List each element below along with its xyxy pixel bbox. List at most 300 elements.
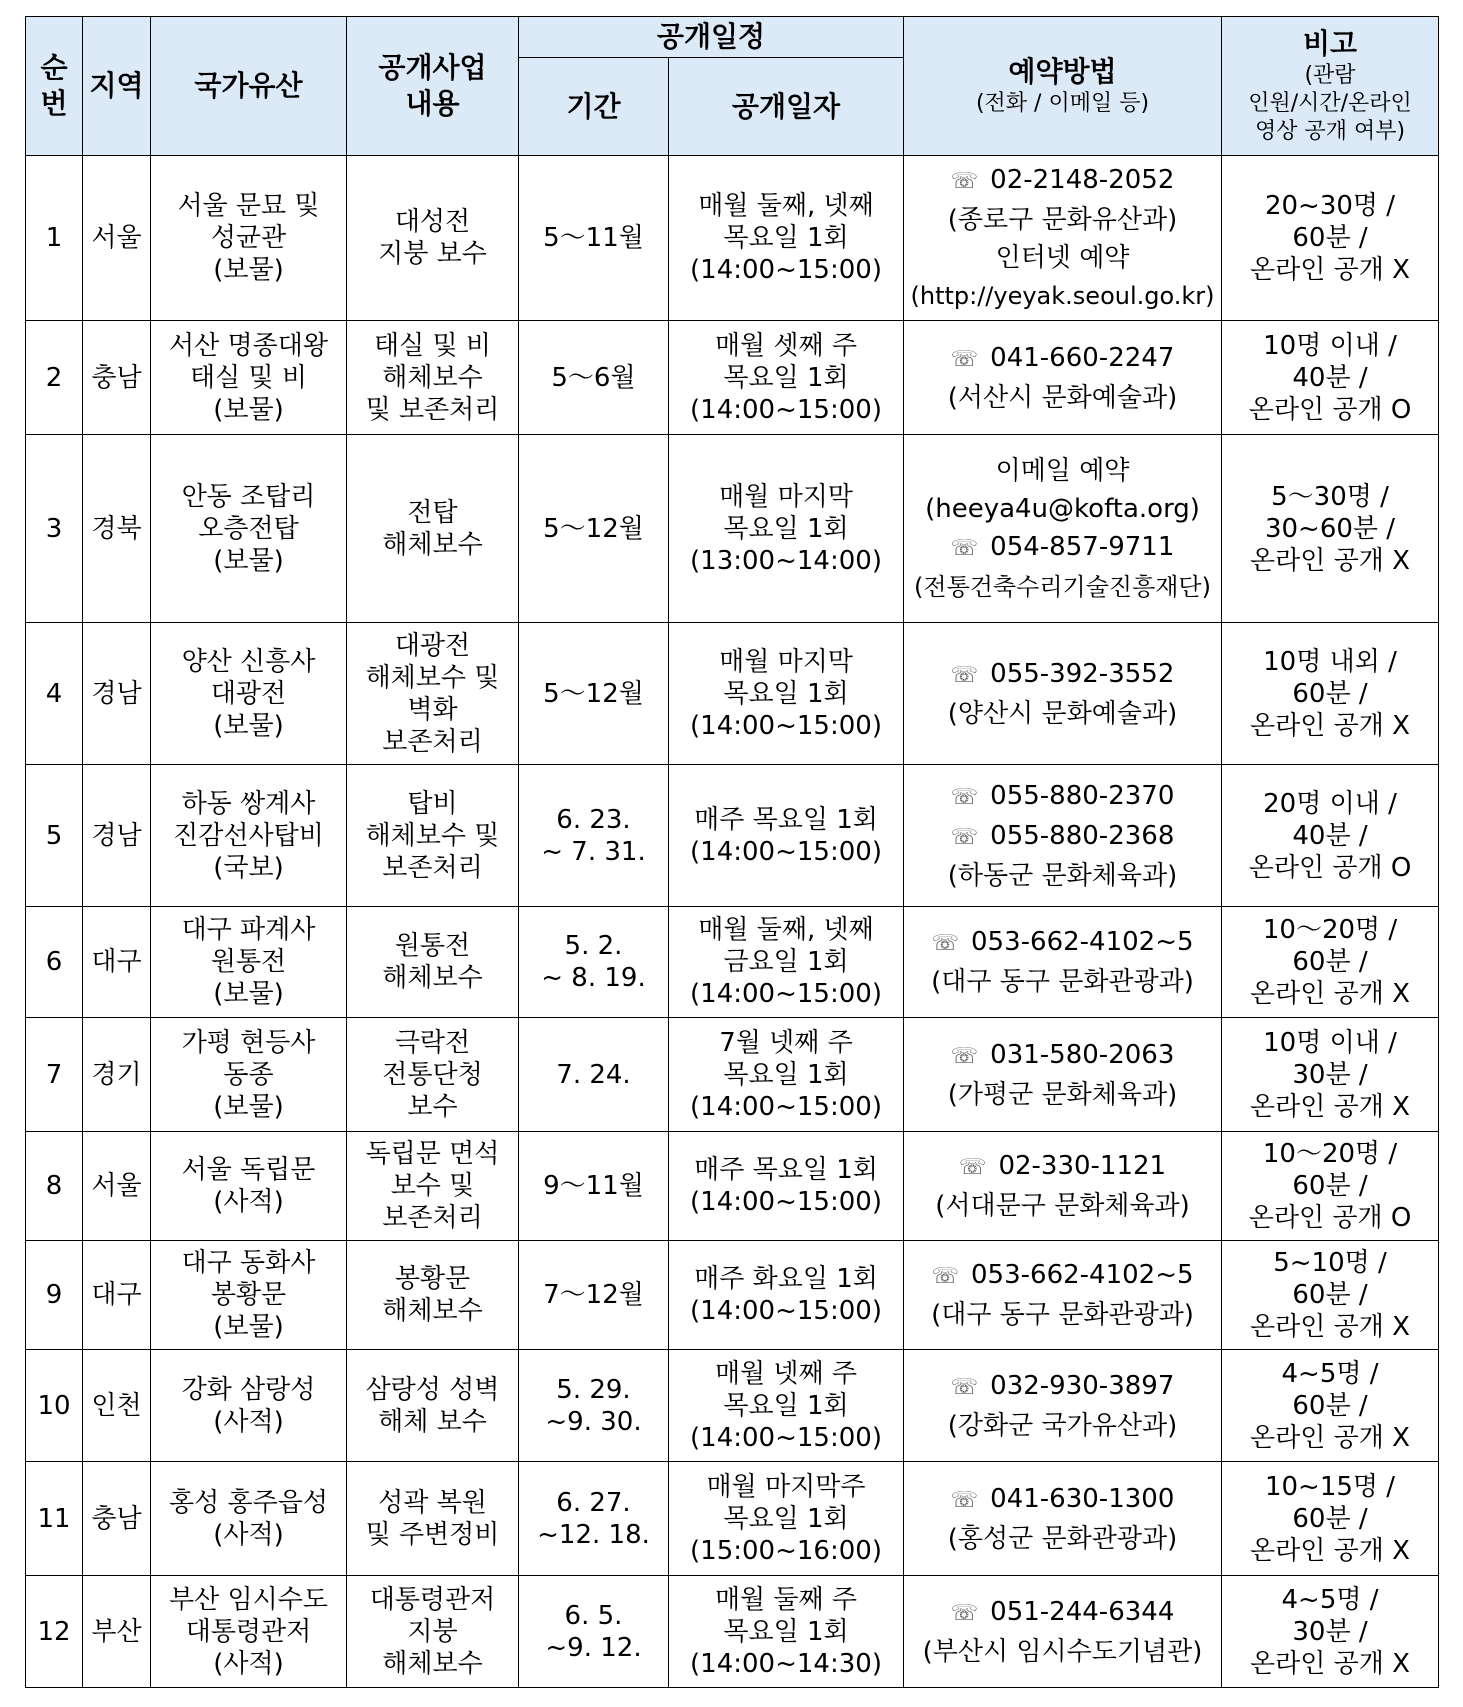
cell-line: 9～11월 xyxy=(543,1171,644,1201)
dates-cell xyxy=(669,907,904,1018)
cell-line: 목요일 1회 xyxy=(723,1390,849,1421)
region-cell: 충남 xyxy=(83,321,151,435)
cell-line: (14:00~15:00) xyxy=(690,1422,882,1453)
cell-line: 대통령관저 xyxy=(185,1616,312,1647)
cell-line: 7～12월 xyxy=(543,1280,644,1310)
booking-cell xyxy=(904,156,1222,321)
note-cell xyxy=(1222,765,1439,907)
cell-line: 원통전 xyxy=(210,947,287,977)
header-schedule: 공개일정 xyxy=(519,17,904,58)
heritage-schedule-table xyxy=(25,16,1439,1688)
cell-line: (15:00~16:00) xyxy=(690,1535,882,1566)
contact-text: (전통건축수리기술진흥재단) xyxy=(914,572,1211,601)
cell-line: (14:00~15:00) xyxy=(690,710,882,741)
cell-line: 매주 화요일 1회 xyxy=(694,1264,878,1294)
phone-icon: ☏ xyxy=(950,1374,979,1400)
cell-line: 극락전 xyxy=(394,1027,471,1058)
cell-line: 60분 / xyxy=(1292,947,1368,977)
project-cell xyxy=(347,765,519,907)
period-cell xyxy=(519,1241,669,1350)
cell-line: ~ 7. 31. xyxy=(541,836,646,867)
project-cell xyxy=(347,435,519,623)
phone-number: 02-2148-2052 xyxy=(990,165,1175,195)
heritage-cell xyxy=(151,1350,347,1462)
header-no: 순번 xyxy=(26,17,83,156)
project-cell xyxy=(347,1018,519,1132)
contact-phone xyxy=(908,1596,1217,1630)
booking-cell xyxy=(904,1576,1222,1688)
cell-line: 매월 넷째 주 xyxy=(714,1358,858,1389)
cell-line: 지붕 xyxy=(407,1616,458,1647)
cell-line: 목요일 1회 xyxy=(723,678,849,709)
cell-line: 보수 및 xyxy=(390,1171,475,1201)
no-cell: 9 xyxy=(26,1241,83,1350)
cell-line: 전탑 xyxy=(407,497,458,528)
booking-cell xyxy=(904,1241,1222,1350)
cell-line: 5～12월 xyxy=(543,513,644,544)
table-row xyxy=(26,1018,1439,1132)
project-cell xyxy=(347,1350,519,1462)
cell-line: 30~60분 / xyxy=(1264,513,1396,544)
cell-line: 해체보수 xyxy=(382,1296,483,1326)
cell-line: 4~5명 / xyxy=(1281,1358,1379,1389)
cell-line: 20명 이내 / xyxy=(1263,788,1397,819)
contact-text: (강화군 국가유산과) xyxy=(947,1410,1178,1441)
heritage-cell xyxy=(151,907,347,1018)
project-cell xyxy=(347,623,519,765)
cell-line: 매월 둘째, 넷째 xyxy=(698,915,874,945)
table-row xyxy=(26,1350,1439,1462)
no-cell: 6 xyxy=(26,907,83,1018)
cell-line: (국보) xyxy=(213,852,284,883)
cell-line: (13:00~14:00) xyxy=(690,545,882,576)
heritage-cell xyxy=(151,1462,347,1576)
cell-line: 30분 / xyxy=(1292,1059,1368,1090)
cell-line: 5～11월 xyxy=(543,223,644,253)
cell-line: (보물) xyxy=(213,710,284,741)
phone-number: 051-244-6344 xyxy=(990,1596,1175,1627)
phone-icon: ☏ xyxy=(950,346,979,372)
project-cell xyxy=(347,156,519,321)
cell-line: 및 주변정비 xyxy=(365,1519,500,1550)
note-cell xyxy=(1222,623,1439,765)
cell-line: 대성전 xyxy=(394,207,471,237)
cell-line: 5～12월 xyxy=(543,678,644,709)
cell-line: 안동 조탑리 xyxy=(181,481,316,512)
cell-line: (14:00~15:00) xyxy=(690,255,882,285)
booking-cell xyxy=(904,321,1222,435)
cell-line: 60분 / xyxy=(1292,1171,1368,1201)
cell-line: 7월 넷째 주 xyxy=(719,1027,853,1058)
note-cell xyxy=(1222,435,1439,623)
cell-line: ~ 8. 19. xyxy=(541,963,646,993)
period-cell xyxy=(519,765,669,907)
note-cell xyxy=(1222,1350,1439,1462)
region-cell: 충남 xyxy=(83,1462,151,1576)
project-cell xyxy=(347,1241,519,1350)
cell-line: 성균관 xyxy=(210,223,287,253)
cell-line: 온라인 공개 X xyxy=(1250,1091,1410,1122)
cell-line: 목요일 1회 xyxy=(723,1503,849,1534)
table-row xyxy=(26,623,1439,765)
booking-cell xyxy=(904,1350,1222,1462)
contact-phone xyxy=(908,531,1217,565)
phone-icon: ☏ xyxy=(931,1264,960,1289)
cell-line: (사적) xyxy=(213,1187,284,1217)
cell-line: (14:00~15:00) xyxy=(690,394,882,425)
contact-text: 인터넷 예약 xyxy=(995,243,1130,273)
project-cell xyxy=(347,907,519,1018)
cell-line: 10~15명 / xyxy=(1264,1471,1396,1502)
region-cell: 인천 xyxy=(83,1350,151,1462)
cell-line: 지붕 보수 xyxy=(378,239,487,269)
cell-line: 해체보수 xyxy=(382,529,483,560)
heritage-cell xyxy=(151,156,347,321)
cell-line: 매월 마지막 xyxy=(719,646,853,677)
contact-phone xyxy=(908,780,1217,814)
no-cell: 11 xyxy=(26,1462,83,1576)
region-cell: 경기 xyxy=(83,1018,151,1132)
table-row xyxy=(26,1241,1439,1350)
booking-cell xyxy=(904,1132,1222,1241)
contact-phone xyxy=(908,1150,1217,1184)
region-cell: 대구 xyxy=(83,907,151,1018)
cell-line: ~9. 12. xyxy=(545,1632,642,1663)
cell-line: 매월 둘째 주 xyxy=(714,1584,858,1615)
cell-line: 10명 내외 / xyxy=(1263,646,1397,677)
cell-line: 벽화 xyxy=(407,694,458,725)
cell-line: 서울 독립문 xyxy=(181,1155,316,1185)
no-cell: 10 xyxy=(26,1350,83,1462)
booking-cell xyxy=(904,765,1222,907)
cell-line: 30분 / xyxy=(1292,1616,1368,1647)
region-cell: 부산 xyxy=(83,1576,151,1688)
cell-line: 4~5명 / xyxy=(1281,1584,1379,1615)
contact-text: (서대문구 문화체육과) xyxy=(935,1191,1190,1221)
region-cell: 서울 xyxy=(83,1132,151,1241)
dates-cell xyxy=(669,321,904,435)
table-row xyxy=(26,1132,1439,1241)
cell-line: 10～20명 / xyxy=(1262,915,1398,945)
contact-text: (대구 동구 문화관광과) xyxy=(931,967,1194,997)
cell-line: 온라인 공개 O xyxy=(1248,852,1412,883)
dates-cell xyxy=(669,1241,904,1350)
cell-line: 보존처리 xyxy=(382,852,483,883)
region-cell: 경북 xyxy=(83,435,151,623)
cell-line: 60분 / xyxy=(1292,1390,1368,1421)
heritage-cell xyxy=(151,1241,347,1350)
cell-line: 6. 23. xyxy=(556,804,631,835)
dates-cell xyxy=(669,1576,904,1688)
cell-line: (사적) xyxy=(213,1648,284,1679)
cell-line: (보물) xyxy=(213,394,284,425)
cell-line: 5~10명 / xyxy=(1273,1248,1387,1278)
cell-line: 6. 5. xyxy=(564,1600,623,1631)
cell-line: 부산 임시수도 xyxy=(169,1584,328,1615)
no-cell: 4 xyxy=(26,623,83,765)
heritage-cell xyxy=(151,1018,347,1132)
phone-icon: ☏ xyxy=(950,1487,979,1513)
cell-line: 서산 명종대왕 xyxy=(169,330,328,361)
period-cell xyxy=(519,1576,669,1688)
dates-cell xyxy=(669,1350,904,1462)
cell-line: ~9. 30. xyxy=(545,1406,642,1437)
phone-icon: ☏ xyxy=(958,1155,987,1180)
cell-line: 온라인 공개 X xyxy=(1250,979,1410,1009)
booking-cell xyxy=(904,907,1222,1018)
project-cell xyxy=(347,321,519,435)
period-cell xyxy=(519,156,669,321)
cell-line: 목요일 1회 xyxy=(723,513,849,544)
contact-text: (가평군 문화체육과) xyxy=(947,1079,1178,1110)
contact-phone xyxy=(908,1370,1217,1404)
dates-cell xyxy=(669,1018,904,1132)
cell-line: 40분 / xyxy=(1292,362,1368,393)
cell-line: 온라인 공개 X xyxy=(1250,1535,1410,1566)
cell-line: 60분 / xyxy=(1292,1503,1368,1534)
cell-line: 태실 및 비 xyxy=(374,330,491,361)
region-cell: 경남 xyxy=(83,623,151,765)
header-region: 지역 xyxy=(83,17,151,156)
cell-line: 하동 쌍계사 xyxy=(181,788,316,819)
contact-phone xyxy=(908,1483,1217,1517)
cell-line: 60분 / xyxy=(1292,678,1368,709)
cell-line: 해체 보수 xyxy=(378,1406,487,1437)
phone-icon: ☏ xyxy=(931,931,960,956)
table-row xyxy=(26,321,1439,435)
dates-cell xyxy=(669,156,904,321)
cell-line: 온라인 공개 O xyxy=(1248,1203,1412,1233)
period-cell xyxy=(519,321,669,435)
contact-text: (대구 동구 문화관광과) xyxy=(931,1300,1194,1330)
cell-line: 매월 마지막주 xyxy=(706,1471,866,1502)
cell-line: 봉황문 xyxy=(394,1264,471,1294)
phone-number: 055-880-2370 xyxy=(990,780,1175,811)
cell-line: (14:00~14:30) xyxy=(690,1648,882,1679)
cell-line: 전통단청 xyxy=(382,1059,483,1090)
cell-line: 오층전탑 xyxy=(198,513,299,544)
cell-line: 온라인 공개 X xyxy=(1250,1648,1410,1679)
cell-line: 목요일 1회 xyxy=(723,1059,849,1090)
cell-line: ~12. 18. xyxy=(537,1519,650,1550)
cell-line: 온라인 공개 X xyxy=(1250,1422,1410,1453)
region-cell: 대구 xyxy=(83,1241,151,1350)
period-cell xyxy=(519,435,669,623)
period-cell xyxy=(519,1132,669,1241)
cell-line: 온라인 공개 X xyxy=(1250,1312,1410,1342)
header-booking: 예약방법 (전화 / 이메일 등) xyxy=(904,17,1222,156)
phone-number: 054-857-9711 xyxy=(990,531,1175,562)
no-cell: 5 xyxy=(26,765,83,907)
cell-line: 해체보수 및 xyxy=(365,662,500,693)
phone-icon: ☏ xyxy=(950,1600,979,1626)
note-cell xyxy=(1222,1462,1439,1576)
cell-line: 온라인 공개 X xyxy=(1250,710,1410,741)
note-cell xyxy=(1222,1018,1439,1132)
cell-line: (14:00~15:00) xyxy=(690,1187,882,1217)
cell-line: 진감선사탑비 xyxy=(173,820,324,851)
cell-line: (보물) xyxy=(213,979,284,1009)
cell-line: 매월 셋째 주 xyxy=(714,330,858,361)
note-cell xyxy=(1222,156,1439,321)
cell-line: 및 보존처리 xyxy=(365,394,500,425)
phone-icon: ☏ xyxy=(950,784,979,810)
contact-phone xyxy=(908,820,1217,854)
cell-line: (14:00~15:00) xyxy=(690,1091,882,1122)
period-cell xyxy=(519,907,669,1018)
cell-line: 동종 xyxy=(223,1059,274,1090)
cell-line: 대광전 xyxy=(210,678,287,709)
cell-line: (보물) xyxy=(213,255,284,285)
cell-line: 홍성 홍주읍성 xyxy=(169,1487,328,1518)
cell-line: (14:00~15:00) xyxy=(690,836,882,867)
project-cell xyxy=(347,1576,519,1688)
cell-line: (14:00~15:00) xyxy=(690,979,882,1009)
note-cell xyxy=(1222,907,1439,1018)
period-cell xyxy=(519,1462,669,1576)
cell-line: 보수 xyxy=(407,1091,458,1122)
header-note: 비고 (관람 인원/시간/온라인 영상 공개 여부) xyxy=(1222,17,1439,156)
cell-line: 40분 / xyxy=(1292,820,1368,851)
cell-line: 해체보수 xyxy=(382,1648,483,1679)
contact-phone xyxy=(908,926,1217,960)
no-cell: 3 xyxy=(26,435,83,623)
cell-line: 5. 29. xyxy=(556,1374,631,1405)
heritage-cell xyxy=(151,623,347,765)
heritage-cell xyxy=(151,321,347,435)
contact-text: (홍성군 문화관광과) xyxy=(947,1523,1178,1554)
cell-line: 해체보수 xyxy=(382,362,483,393)
cell-line: 강화 삼랑성 xyxy=(181,1374,316,1405)
no-cell: 2 xyxy=(26,321,83,435)
phone-number: 041-630-1300 xyxy=(990,1483,1175,1514)
cell-line: 탑비 xyxy=(407,788,458,819)
contact-text: (하동군 문화체육과) xyxy=(947,860,1178,891)
header-project: 공개사업 내용 xyxy=(347,17,519,156)
cell-line: 독립문 면석 xyxy=(365,1139,500,1169)
cell-line: 양산 신흥사 xyxy=(181,646,316,677)
dates-cell xyxy=(669,435,904,623)
note-cell xyxy=(1222,1241,1439,1350)
cell-line: 대구 파계사 xyxy=(181,915,316,945)
contact-phone xyxy=(908,1259,1217,1293)
project-cell xyxy=(347,1132,519,1241)
phone-icon: ☏ xyxy=(950,824,979,850)
cell-line: 6. 27. xyxy=(556,1487,631,1518)
table-row xyxy=(26,1462,1439,1576)
contact-text: (양산시 문화예술과) xyxy=(947,698,1178,729)
cell-line: 보존처리 xyxy=(382,726,483,757)
table-row xyxy=(26,435,1439,623)
cell-line: 7. 24. xyxy=(556,1059,631,1090)
contact-text: (부산시 임시수도기념관) xyxy=(922,1636,1203,1667)
cell-line: 봉황문 xyxy=(210,1280,287,1310)
phone-icon: ☏ xyxy=(950,662,979,688)
cell-line: 원통전 xyxy=(394,931,471,961)
cell-line: 삼랑성 성벽 xyxy=(365,1374,500,1405)
cell-line: 서울 문묘 및 xyxy=(177,191,320,221)
period-cell xyxy=(519,1350,669,1462)
cell-line: 60분 / xyxy=(1292,223,1368,253)
cell-line: 대광전 xyxy=(394,630,471,661)
table-row xyxy=(26,156,1439,321)
cell-line: 5. 2. xyxy=(564,931,623,961)
heritage-cell xyxy=(151,765,347,907)
phone-number: 053-662-4102~5 xyxy=(971,927,1194,957)
phone-number: 055-392-3552 xyxy=(990,658,1175,689)
cell-line: 60분 / xyxy=(1292,1280,1368,1310)
region-cell: 경남 xyxy=(83,765,151,907)
phone-number: 031-580-2063 xyxy=(990,1039,1175,1070)
contact-phone xyxy=(908,658,1217,692)
heritage-cell xyxy=(151,1132,347,1241)
phone-icon: ☏ xyxy=(950,535,979,561)
note-cell xyxy=(1222,321,1439,435)
contact-phone xyxy=(908,342,1217,376)
cell-line: 10명 이내 / xyxy=(1263,330,1397,361)
cell-line: 10～20명 / xyxy=(1262,1139,1398,1169)
cell-line: 목요일 1회 xyxy=(723,1616,849,1647)
no-cell: 8 xyxy=(26,1132,83,1241)
period-cell xyxy=(519,623,669,765)
cell-line: 해체보수 xyxy=(382,963,483,993)
booking-cell xyxy=(904,623,1222,765)
booking-cell xyxy=(904,1018,1222,1132)
phone-number: 032-930-3897 xyxy=(990,1370,1175,1401)
no-cell: 1 xyxy=(26,156,83,321)
cell-line: 매월 둘째, 넷째 xyxy=(698,191,874,221)
cell-line: 매월 마지막 xyxy=(719,481,853,512)
cell-line: (보물) xyxy=(213,545,284,576)
cell-line: 해체보수 및 xyxy=(365,820,500,851)
phone-number: 02-330-1121 xyxy=(998,1151,1167,1181)
cell-line: (보물) xyxy=(213,1312,284,1342)
cell-line: 20~30명 / xyxy=(1264,191,1396,221)
cell-line: 보존처리 xyxy=(382,1203,483,1233)
region-cell: 서울 xyxy=(83,156,151,321)
cell-line: 대통령관저 xyxy=(369,1584,496,1615)
cell-line: (보물) xyxy=(213,1091,284,1122)
table-row xyxy=(26,1576,1439,1688)
cell-line: (사적) xyxy=(213,1406,284,1437)
dates-cell xyxy=(669,1462,904,1576)
no-cell: 7 xyxy=(26,1018,83,1132)
cell-line: (사적) xyxy=(213,1519,284,1550)
contact-text: (heeya4u@kofta.org) xyxy=(925,493,1200,524)
note-cell xyxy=(1222,1132,1439,1241)
dates-cell xyxy=(669,623,904,765)
cell-line: 태실 및 비 xyxy=(190,362,307,393)
cell-line: 목요일 1회 xyxy=(723,223,849,253)
heritage-cell xyxy=(151,435,347,623)
cell-line: 5～30명 / xyxy=(1271,481,1389,512)
contact-text: (종로구 문화유산과) xyxy=(947,205,1178,235)
dates-cell xyxy=(669,1132,904,1241)
cell-line: 금요일 1회 xyxy=(723,947,849,977)
phone-number: 053-662-4102~5 xyxy=(971,1260,1194,1290)
contact-text: (http://yeyak.seoul.go.kr) xyxy=(910,282,1215,310)
contact-text: (서산시 문화예술과) xyxy=(947,382,1178,413)
heritage-cell xyxy=(151,1576,347,1688)
booking-cell xyxy=(904,435,1222,623)
header-period: 기간 xyxy=(519,58,669,156)
table-row xyxy=(26,907,1439,1018)
cell-line: 5～6월 xyxy=(551,362,636,393)
phone-number: 055-880-2368 xyxy=(990,820,1175,851)
table-row xyxy=(26,765,1439,907)
header-heritage: 국가유산 xyxy=(151,17,347,156)
contact-phone xyxy=(908,1039,1217,1073)
